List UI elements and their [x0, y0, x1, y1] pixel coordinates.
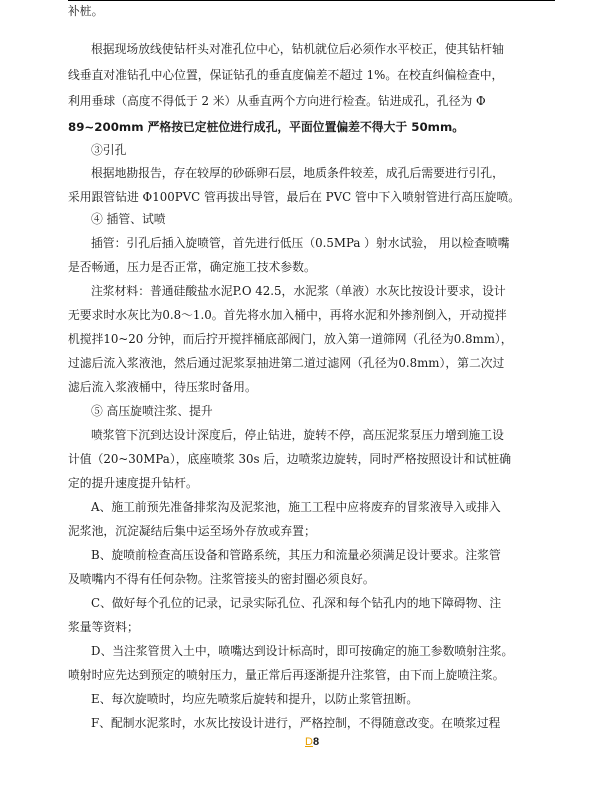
text-line: 根据地勘报告，存在较厚的砂砾卵石层，地质条件较差，成孔后需要进行引孔， — [91, 166, 504, 180]
text-line: 泥浆池，沉淀凝结后集中运至场外存放或弃置； — [68, 524, 316, 538]
text-line: 计值（20~30MPa），底座喷浆 30s 后，边喷浆边旋转，同时严格按照设计和试桩确 — [68, 452, 511, 466]
text-line: 插管：引孔后插入旋喷管，首先进行低压（0.5MPa ）射水试验， 用以检查喷嘴 — [91, 236, 510, 250]
page-number-prefix: D — [305, 736, 313, 748]
section-heading: ③引孔 — [91, 143, 127, 157]
text-line: A、施工前预先准备排浆沟及泥浆池，施工工程中应将废弃的冒浆液导入或排入 — [91, 500, 501, 514]
text-line: 采用跟管钻进 Φ100PVC 管再拔出导管，最后在 PVC 管中下入喷射管进行高压旋喷。 — [68, 190, 521, 204]
text-line: 线垂直对准钻孔中心位置，保证钻孔的垂直度偏差不超过 1%。在校直纠偏检查中， — [68, 68, 504, 82]
text-line: 补桩。 — [68, 4, 104, 18]
text-line: 浆量等资料； — [68, 620, 139, 634]
text-line: 89~200mm 严格按已定桩位进行成孔，平面位置偏差不得大于 50mm。 — [68, 120, 465, 134]
text-line: 喷浆管下沉到达设计深度后，停止钻进，旋转不停，高压泥浆泵压力增到施工设 — [91, 428, 504, 442]
text-line: 是否畅通，压力是否正常，确定施工技术参数。 — [68, 260, 316, 274]
text-line: 定的提升速度提升钻杆。 — [68, 476, 198, 490]
section-heading: ④ 插管、试喷 — [91, 212, 166, 226]
text-line: B、旋喷前检查高压设备和管路系统，其压力和流量必须满足设计要求。注浆管 — [91, 548, 501, 562]
text-line: 及喷嘴内不得有任何杂物。注浆管接头的密封圈必须良好。 — [68, 572, 375, 586]
page-number — [305, 736, 319, 748]
text-line: 利用垂球（高度不得低于 2 米）从垂直两个方向进行检查。钻进成孔，孔径为 Φ — [68, 94, 486, 108]
section-heading: ⑤ 高压旋喷注浆、提升 — [91, 404, 213, 418]
text-line: E、每次旋喷时，均应先喷浆后旋转和提升，以防止浆管扭断。 — [91, 692, 419, 706]
text-line: 喷射时应先达到预定的喷射压力，量正常后再逐渐提升注浆管，由下而上旋喷注浆。 — [68, 668, 505, 682]
header-rule — [68, 0, 555, 1]
text-line: 根据现场放线使钻杆头对准孔位中心，钻机就位后必须作水平校正，使其钻杆轴 — [91, 42, 504, 56]
text-line: 无要求时水灰比为0.8～1.0。首先将水加入桶中，再将水泥和外掺剂倒入，开动搅拌 — [68, 308, 507, 322]
text-line: F、配制水泥浆时，水灰比按设计进行，严格控制，不得随意改变。在喷浆过程 — [91, 716, 501, 730]
text-line: 注浆材料：普通硅酸盐水泥P.O 42.5，水泥浆（单液）水灰比按设计要求，设计 — [91, 284, 506, 298]
page-number-value: 8 — [312, 736, 320, 748]
text-line: C、做好每个孔位的记录，记录实际孔位、孔深和每个钻孔内的地下障碍物、注 — [91, 596, 502, 610]
text-line: D、当注浆管贯入土中，喷嘴达到设计标高时，即可按确定的施工参数喷射注浆。 — [91, 644, 514, 658]
text-line: 过滤后流入浆液池，然后通过泥浆泵抽进第二道过滤网（孔径为0.8mm），第二次过 — [68, 356, 505, 370]
text-line: 滤后流入浆液桶中，待压浆时备用。 — [68, 380, 257, 394]
text-line: 机搅拌10~20 分钟，而后拧开搅拌桶底部阀门，放入第一道筛网（孔径为0.8mm）， — [68, 332, 513, 346]
